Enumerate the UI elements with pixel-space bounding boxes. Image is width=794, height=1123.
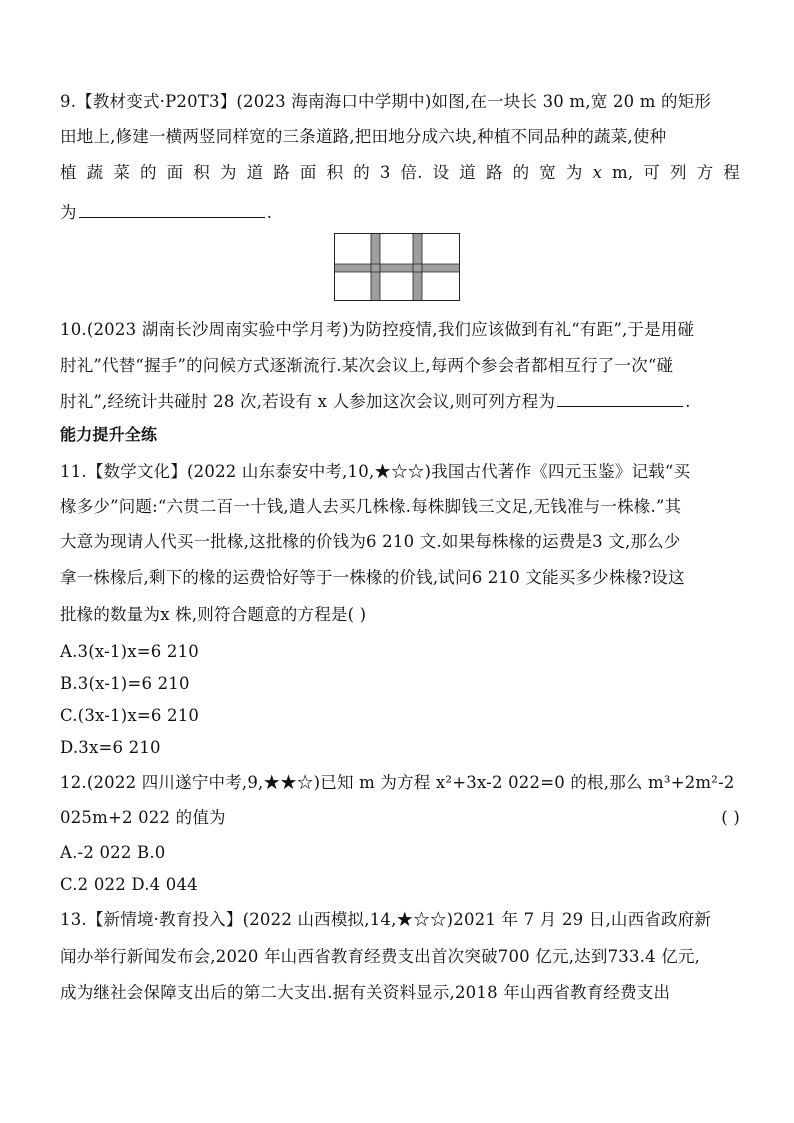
q9-line3-word: 菜 [113, 163, 131, 182]
q9-line-1: 9.【教材变式·P20T3】(2023 海南海口中学期中)如图,在一块长 30 m,宽 20 m 的矩形 [60, 92, 712, 111]
section-title: 能力提升全练 [60, 425, 158, 444]
q9-line3-word: 倍. [400, 163, 423, 182]
q10-line-1: 10.(2023 湖南长沙周南实验中学月考)为防控疫情,我们应该做到有礼“有距”,于是用碰 [60, 320, 695, 339]
q9-line3-word: 为 [565, 163, 583, 182]
q10-answer-blank[interactable] [557, 390, 683, 407]
q13-line-3: 成为继社会保障支出后的第二大支出.据有关资料显示,2018 年山西省教育经费支出 [60, 983, 671, 1002]
q9-answer-blank[interactable] [79, 201, 265, 218]
q10-line-2: 肘礼”代替“握手”的问候方式逐渐流行.某次会议上,每两个参会者都相互行了一次“碰 [60, 356, 674, 375]
q9-line3-word: 蔬 [86, 163, 104, 182]
q9-line3-word: 道 [246, 163, 264, 182]
q11-option-b[interactable]: B.3(x-1)=6 210 [60, 674, 190, 693]
q9-line3-word: 面 [299, 163, 317, 182]
q9-line3-word: 设 [432, 163, 450, 182]
q12-options-row-2[interactable]: C.2 022 D.4 044 [60, 875, 198, 894]
q11-option-d[interactable]: D.3x=6 210 [60, 738, 161, 757]
q9-line3-word: x [592, 163, 603, 182]
q9-line3-word: 面 [166, 163, 184, 182]
q9-line3-word: 程 [723, 163, 740, 182]
q12-line-2 [60, 808, 740, 828]
q9-line3-word: 为 [219, 163, 237, 182]
q9-line3-word: 可 [643, 163, 660, 182]
q10-line-3 [60, 390, 740, 412]
q9-line3-word: 方 [696, 163, 714, 182]
q9-line3-word: 植 [60, 163, 77, 182]
q11-option-c[interactable]: C.(3x-1)x=6 210 [60, 706, 200, 725]
q10-line3-prefix: 肘礼”,经统计共碰肘 28 次,若设有 x 人参加这次会议,则可列方程为 [60, 392, 556, 411]
q12-line2-text: 025m+2 022 的值为 [60, 808, 226, 827]
road-horizontal [335, 264, 460, 272]
q11-line-1: 11.【数学文化】(2022 山东泰安中考,10,★☆☆)我国古代著作《四元玉鉴》记载“买 [60, 462, 691, 481]
q11-option-a[interactable]: A.3(x-1)x=6 210 [60, 642, 199, 661]
q11-line-4: 拿一株椽后,剩下的椽的运费恰好等于一株椽的价钱,试问6 210 文能买多少株椽?设这 [60, 568, 685, 587]
q12-answer-paren[interactable]: ( ) [721, 808, 740, 827]
q12-options-row-1[interactable]: A.-2 022 B.0 [60, 843, 166, 862]
q9-line3-word: 的 [139, 163, 157, 182]
q9-line3-word: m, [612, 163, 634, 182]
q9-line3-word: 3 [379, 163, 391, 182]
q13-line-2: 闻办举行新闻发布会,2020 年山西省教育经费支出首次突破700 亿元,达到733.4 亿元, [60, 947, 701, 966]
q9-line-3 [60, 163, 740, 183]
q9-line3-word: 的 [353, 163, 370, 182]
q9-line4-prefix: 为 [60, 203, 77, 222]
q9-line3-word: 道 [459, 163, 476, 182]
q9-line3-word: 列 [669, 163, 687, 182]
q9-line3-word: 路 [273, 163, 290, 182]
q9-line3-word: 路 [485, 163, 503, 182]
q11-line-2: 椽多少”问题:“六贯二百一十钱,遣人去买几株椽.每株脚钱三文足,无钱准与一株椽.”其 [60, 497, 682, 516]
q9-line3-word: 积 [326, 163, 344, 182]
q11-line-3: 大意为现请人代买一批椽,这批椽的价钱为6 210 文.如果每株椽的运费是3 文,那么少 [60, 532, 681, 551]
field-road-figure [334, 233, 460, 301]
q13-line-1: 13.【新情境·教育投入】(2022 山西模拟,14,★☆☆)2021 年 7 月 29 日,山西省政府新 [60, 910, 712, 929]
q10-line3-suffix: . [685, 392, 691, 411]
q9-line3-word: 的 [512, 163, 530, 182]
q9-line-4 [60, 201, 740, 223]
q9-line3-word: 宽 [539, 163, 556, 182]
q9-line3-word: 积 [193, 163, 210, 182]
q11-line-5: 批椽的数量为x 株,则符合题意的方程是( ) [60, 605, 367, 624]
q9-line4-suffix: . [266, 203, 273, 222]
q12-line-1: 12.(2022 四川遂宁中考,9,★★☆)已知 m 为方程 x²+3x-2 022=0 的根,那么 m³+2m²-2 [60, 773, 735, 792]
q9-line-2: 田地上,修建一横两竖同样宽的三条道路,把田地分成六块,种植不同品种的蔬菜,使种 [60, 127, 667, 146]
